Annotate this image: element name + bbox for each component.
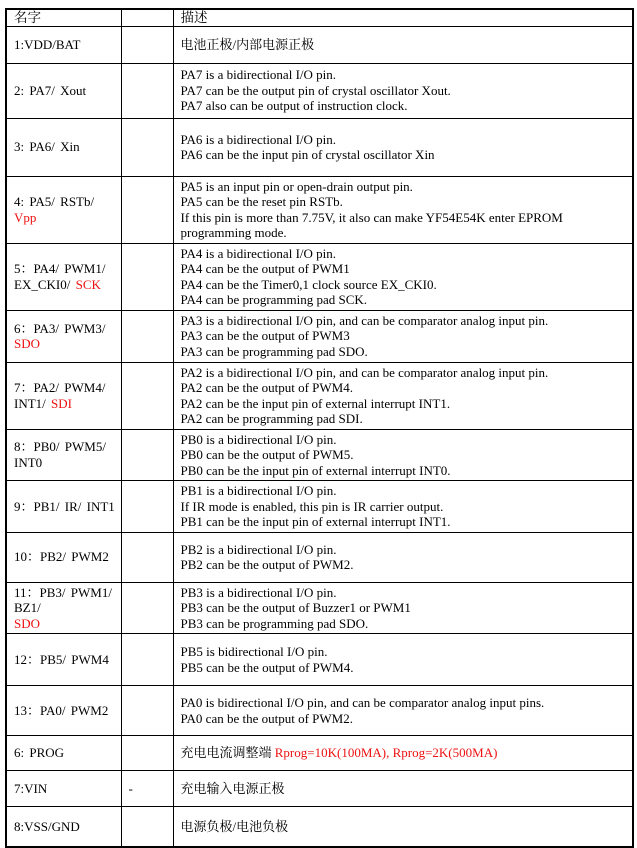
text-line xyxy=(14,396,115,412)
pin-desc-cell xyxy=(173,807,633,847)
plain-text: 11：PB3/ PWM1/ xyxy=(14,584,112,600)
pin-name-cell xyxy=(6,582,121,634)
highlight-red-text: SCK xyxy=(75,276,101,292)
plain-text: 10：PB2/ PWM2 xyxy=(14,549,109,565)
text-line xyxy=(181,411,627,427)
text-line xyxy=(181,328,627,344)
plain-text: 1:VDD/BAT xyxy=(14,36,81,52)
pin-desc-cell xyxy=(173,310,633,362)
text-line xyxy=(14,703,115,719)
pin-name-cell xyxy=(6,771,121,807)
plain-text: 7：PA2/ PWM4/ xyxy=(14,380,106,395)
plain-text: PB2 is a bidirectional I/O pin. xyxy=(180,541,337,557)
table-header-row xyxy=(6,9,633,26)
text-line xyxy=(181,83,627,99)
plain-text: PB5 is bidirectional I/O pin. xyxy=(180,644,328,659)
text-line xyxy=(14,139,115,155)
text-line xyxy=(14,37,115,53)
plain-text: 电源负极/电池负极 xyxy=(180,818,289,834)
plain-text: 8：PB0/ PWM5/ xyxy=(14,439,106,455)
table-row xyxy=(6,736,633,771)
plain-text: PA5 can be the reset pin RSTb. xyxy=(180,194,343,209)
pin-desc-cell xyxy=(173,736,633,771)
text-line xyxy=(181,210,627,226)
text-line xyxy=(181,225,627,241)
middle-cell xyxy=(121,686,173,736)
text-line xyxy=(181,67,627,83)
pin-name-cell xyxy=(6,481,121,533)
table-row xyxy=(6,362,633,429)
text-line xyxy=(181,277,627,293)
plain-text: INT0 xyxy=(14,454,43,470)
text-line xyxy=(181,261,627,277)
pin-name-cell xyxy=(6,26,121,63)
plain-text: programming mode. xyxy=(180,225,287,240)
text-line xyxy=(14,380,115,396)
plain-text: PB3 is a bidirectional I/O pin. xyxy=(180,584,337,600)
plain-text: PB0 can be the output of PWM5. xyxy=(180,447,354,462)
pin-desc-cell xyxy=(173,532,633,582)
text-line xyxy=(181,514,627,530)
plain-text: PB2 can be the output of PWM2. xyxy=(180,557,354,572)
table-row xyxy=(6,771,633,807)
pin-desc-cell xyxy=(173,634,633,686)
plain-text: 充电电流调整端 xyxy=(180,745,275,761)
column-header-name: 名字 xyxy=(6,9,121,26)
text-line xyxy=(181,585,627,601)
pin-name-cell xyxy=(6,807,121,847)
middle-cell xyxy=(121,26,173,63)
plain-text: 6: PROG xyxy=(14,745,65,761)
column-header-desc: 描述 xyxy=(173,9,633,26)
text-line xyxy=(14,210,115,226)
middle-cell xyxy=(121,634,173,686)
plain-text: PA3 can be the output of PWM3 xyxy=(180,328,350,344)
pin-name-cell xyxy=(6,243,121,310)
highlight-red-text: SDO xyxy=(14,336,41,351)
text-line xyxy=(14,781,115,797)
middle-cell xyxy=(121,532,173,582)
middle-cell xyxy=(121,243,173,310)
plain-text: PB3 can be the output of Buzzer1 or PWM1 xyxy=(180,600,411,615)
plain-text: 充电输入电源正极 xyxy=(180,780,285,796)
text-line xyxy=(181,542,627,558)
text-line xyxy=(181,37,627,53)
plain-text: PA6 can be the input pin of crystal oscillator Xin xyxy=(180,147,435,162)
text-line xyxy=(181,246,627,262)
highlight-red-text: SDI xyxy=(51,395,72,411)
table-row xyxy=(6,532,633,582)
pin-name-cell xyxy=(6,118,121,176)
pin-name-cell xyxy=(6,63,121,118)
middle-cell xyxy=(121,63,173,118)
table-row xyxy=(6,429,633,481)
plain-text: 5：PA4/ PWM1/ xyxy=(14,261,106,276)
middle-cell xyxy=(121,582,173,634)
pin-desc-cell xyxy=(173,771,633,807)
plain-text: PA6 is a bidirectional I/O pin. xyxy=(180,131,337,147)
table-row xyxy=(6,176,633,243)
text-line xyxy=(181,98,627,114)
plain-text: PA2 is a bidirectional I/O pin, and can be comparator analog input pin. xyxy=(180,364,549,380)
text-line xyxy=(181,194,627,210)
pin-name-cell xyxy=(6,362,121,429)
pin-desc-cell xyxy=(173,176,633,243)
text-line xyxy=(181,313,627,329)
plain-text: PA4 can be the Timer0,1 clock source EX_CKI0. xyxy=(180,276,437,292)
table-row xyxy=(6,118,633,176)
table-row xyxy=(6,807,633,847)
text-line xyxy=(181,463,627,479)
pin-name-cell xyxy=(6,686,121,736)
text-line xyxy=(14,616,115,632)
text-line xyxy=(181,365,627,381)
text-line xyxy=(14,585,115,601)
text-line xyxy=(14,277,115,293)
plain-text: PB5 can be the output of PWM4. xyxy=(180,659,354,675)
text-line xyxy=(181,745,627,761)
plain-text: 9：PB1/ IR/ INT1 xyxy=(14,498,115,514)
text-line xyxy=(14,745,115,761)
plain-text: 13：PA0/ PWM2 xyxy=(14,702,109,718)
plain-text: BZ1/ xyxy=(14,600,41,615)
table-row xyxy=(6,243,633,310)
text-line xyxy=(14,439,115,455)
highlight-red-text: Vpp xyxy=(14,209,37,225)
pin-desc-cell xyxy=(173,429,633,481)
pin-desc-cell xyxy=(173,243,633,310)
text-line xyxy=(181,380,627,396)
plain-text: 12：PB5/ PWM4 xyxy=(14,651,109,667)
plain-text: PA0 can be the output of PWM2. xyxy=(180,710,353,726)
pin-name-cell xyxy=(6,310,121,362)
table-row xyxy=(6,582,633,634)
plain-text: 6：PA3/ PWM3/ xyxy=(14,320,106,336)
highlight-red-text: SDO xyxy=(14,615,41,631)
plain-text: 3: PA6/ Xin xyxy=(14,139,80,155)
pin-desc-cell xyxy=(173,26,633,63)
plain-text: PA4 can be programming pad SCK. xyxy=(180,292,368,307)
text-line xyxy=(181,644,627,660)
plain-text: PA7 can be the output pin of crystal oscillator Xout. xyxy=(180,82,451,98)
text-line xyxy=(181,781,627,797)
text-line xyxy=(181,499,627,515)
text-line xyxy=(181,396,627,412)
plain-text: PB1 can be the input pin of external interrupt INT1. xyxy=(180,514,451,529)
middle-cell xyxy=(121,176,173,243)
pin-desc-cell xyxy=(173,481,633,533)
pin-name-cell xyxy=(6,429,121,481)
text-line xyxy=(181,819,627,835)
text-line xyxy=(14,499,115,515)
text-line xyxy=(181,483,627,499)
middle-cell xyxy=(121,118,173,176)
plain-text: PA2 can be the input pin of external interrupt INT1. xyxy=(180,395,451,411)
text-line xyxy=(181,660,627,676)
plain-text: PA7 is a bidirectional I/O pin. xyxy=(180,67,337,83)
middle-cell xyxy=(121,310,173,362)
text-line xyxy=(181,344,627,360)
text-line xyxy=(181,557,627,573)
plain-text: PA7 also can be output of instruction clock. xyxy=(180,98,408,114)
pin-desc-cell xyxy=(173,63,633,118)
pin-desc-cell xyxy=(173,362,633,429)
middle-cell xyxy=(121,481,173,533)
highlight-red-text: Rprog=10K(100MA), Rprog=2K(500MA) xyxy=(274,745,498,761)
pin-name-cell xyxy=(6,736,121,771)
text-line xyxy=(181,179,627,195)
middle-cell: - xyxy=(121,771,173,807)
plain-text: 4: PA5/ RSTb/ xyxy=(14,194,95,209)
table-row xyxy=(6,63,633,118)
text-line xyxy=(181,447,627,463)
plain-text: EX_CKI0/ xyxy=(14,276,76,292)
text-line xyxy=(14,549,115,565)
text-line xyxy=(14,455,115,471)
plain-text: If IR mode is enabled, this pin is IR carrier output. xyxy=(180,498,444,514)
text-line xyxy=(14,83,115,99)
plain-text: 7:VIN xyxy=(14,780,48,796)
pin-name-cell xyxy=(6,634,121,686)
text-line xyxy=(14,261,115,277)
plain-text: PA0 is bidirectional I/O pin, and can be comparator analog input pins. xyxy=(180,695,545,710)
plain-text: 2: PA7/ Xout xyxy=(14,82,87,98)
text-line xyxy=(181,292,627,308)
plain-text: PA2 can be programming pad SDI. xyxy=(180,411,363,426)
pin-table-body xyxy=(6,26,633,847)
middle-cell xyxy=(121,429,173,481)
plain-text: PA4 is a bidirectional I/O pin. xyxy=(180,245,337,261)
text-line xyxy=(181,711,627,727)
plain-text: PB1 is a bidirectional I/O pin. xyxy=(180,483,337,498)
plain-text: If this pin is more than 7.75V, it also can make YF54E54K enter EPROM xyxy=(180,209,563,225)
table-row xyxy=(6,481,633,533)
text-line xyxy=(14,600,115,616)
text-line xyxy=(14,321,115,337)
text-line xyxy=(14,652,115,668)
pin-description-table xyxy=(5,8,634,848)
plain-text: PA3 can be programming pad SDO. xyxy=(180,343,368,359)
pin-desc-cell xyxy=(173,582,633,634)
table-row xyxy=(6,634,633,686)
table-row xyxy=(6,686,633,736)
plain-text: PB3 can be programming pad SDO. xyxy=(180,615,369,631)
table-row xyxy=(6,26,633,63)
plain-text: PA3 is a bidirectional I/O pin, and can be comparator analog input pin. xyxy=(180,312,549,328)
text-line xyxy=(181,132,627,148)
plain-text: 8:VSS/GND xyxy=(14,818,80,834)
middle-cell xyxy=(121,736,173,771)
text-line xyxy=(181,695,627,711)
column-header-mid xyxy=(121,9,173,26)
middle-cell xyxy=(121,362,173,429)
text-line xyxy=(14,819,115,835)
document-page xyxy=(5,8,632,848)
plain-text: PA5 is an input pin or open-drain output pin. xyxy=(180,178,413,194)
text-line xyxy=(181,600,627,616)
pin-desc-cell xyxy=(173,118,633,176)
pin-desc-cell xyxy=(173,686,633,736)
text-line xyxy=(181,432,627,448)
text-line xyxy=(14,336,115,352)
plain-text: PB0 can be the input pin of external interrupt INT0. xyxy=(180,462,451,478)
text-line xyxy=(181,147,627,163)
middle-cell xyxy=(121,807,173,847)
pin-name-cell xyxy=(6,176,121,243)
table-row xyxy=(6,310,633,362)
text-line xyxy=(14,194,115,210)
plain-text: PB0 is a bidirectional I/O pin. xyxy=(180,431,337,447)
plain-text: 电池正极/内部电源正极 xyxy=(180,36,315,52)
pin-name-cell xyxy=(6,532,121,582)
plain-text: PA2 can be the output of PWM4. xyxy=(180,380,353,395)
plain-text: PA4 can be the output of PWM1 xyxy=(180,261,350,276)
text-line xyxy=(181,616,627,632)
plain-text: INT1/ xyxy=(14,395,52,411)
